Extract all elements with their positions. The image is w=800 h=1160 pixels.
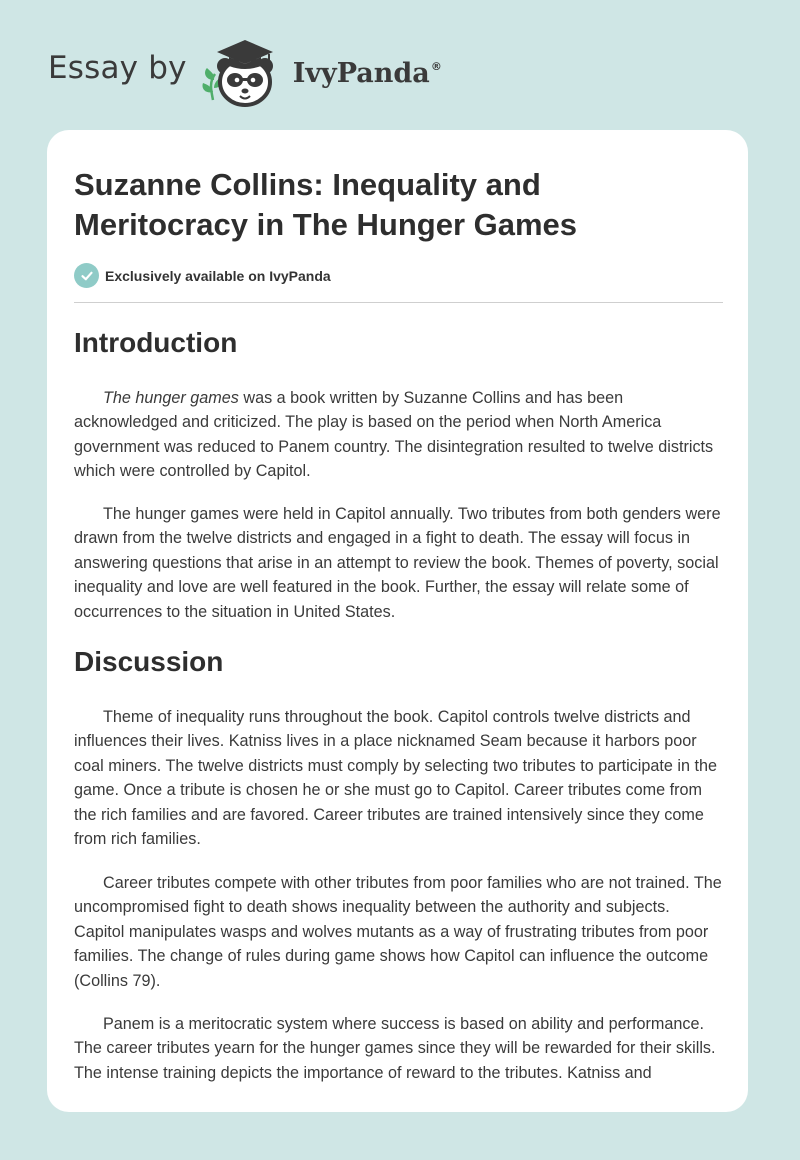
paragraph — [74, 386, 723, 484]
paragraph: Panem is a meritocratic system where success is based on ability and performance. The career tributes yearn for the hunger games since they will be rewarded for their skills. The intense training depicts the importance of reward to the tributes. Katniss and — [74, 1015, 716, 1082]
paragraph: The hunger games were held in Capitol annually. Two tributes from both genders were drawn from the twelve districts and engaged in a fight to death. The essay will focus in answering questions that arise in an attempt to review the book. Themes of poverty, social inequality and love are well featured in the book. Further, the essay will relate some of occurrences to the situation in United States. — [74, 505, 721, 621]
brand-name — [293, 58, 442, 89]
section-heading-introduction: Introduction — [74, 327, 238, 358]
essay-card — [47, 130, 748, 1112]
exclusive-text: Exclusively available on IvyPanda — [105, 267, 331, 284]
divider — [74, 302, 723, 303]
brand-prefix: Essay by — [48, 50, 187, 86]
section-heading-discussion: Discussion — [74, 646, 224, 677]
panda-logo-icon — [197, 30, 289, 110]
check-icon — [74, 263, 99, 288]
paragraph: Career tributes compete with other tributes from poor families who are not trained. The uncompromised fight to death shows inequality between the authority and subjects. Capitol manipulates wasps and wolves mutants as a way of frustrating tributes from poor families. The change of rules during game shows how Capitol can influence the outcome (Collins 79). — [74, 874, 722, 990]
brand-name-text: IvyPanda — [292, 57, 430, 89]
brand-header[interactable] — [48, 30, 442, 110]
essay-title: Suzanne Collins: Inequality and Meritocracy in The Hunger Games — [74, 167, 578, 242]
exclusive-badge — [74, 263, 331, 288]
paragraph: Theme of inequality runs throughout the book. Capitol controls twelve districts and influences their lives. Katniss lives in a place nicknamed Seam because it harbors poor coal miners. The twelve districts must comply by selecting two tributes to participate in the game. Once a tribute is chosen he or she must go to Capitol. Career tributes come from the rich families and are favored. Career tributes are trained intensively since they come from rich families. — [74, 708, 717, 849]
paragraph-text: was a book written by Suzanne Collins and has been acknowledged and criticized. The play is based on the period when North America government was reduced to Panem country. The disintegration resulted to twelve districts which were controlled by Capitol. — [74, 389, 714, 481]
book-title-italic: The hunger games — [103, 389, 239, 407]
registered-mark: ® — [430, 59, 442, 73]
